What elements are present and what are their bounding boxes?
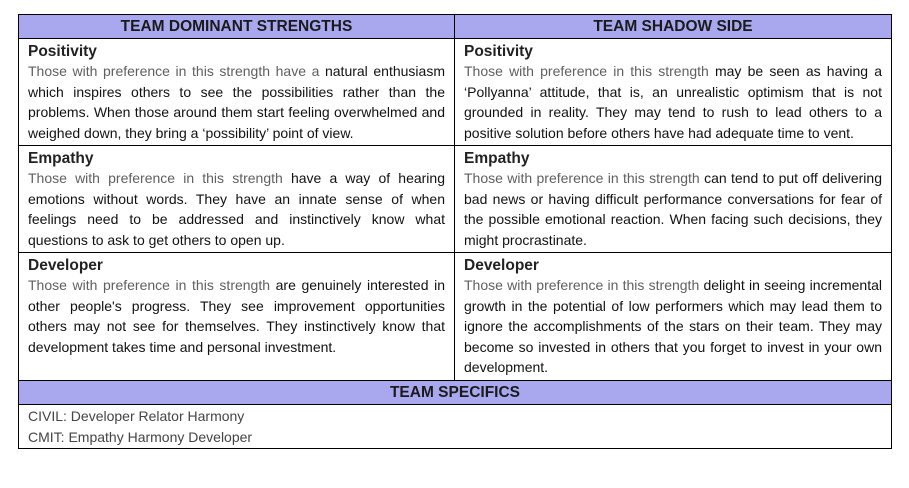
header-row (19, 15, 892, 39)
specifics-line-civil: CIVIL: Developer Relator Harmony (28, 407, 245, 424)
specifics-line-cmit: CMIT: Empathy Harmony Developer (28, 428, 253, 445)
shadow-cell-developer (455, 253, 892, 381)
strength-body: have a way of hearing emotions without words. They have an innate sense of when feelings need to be addressed and instinctively know what questions to ask to get others to open up. (28, 170, 445, 248)
shadow-body: may be seen as having a ‘Pollyanna’ attitude, that is, an unrealistic optimism that is not grounded in reality. They may tend to rush to lead others to a positive solution before others have had adequate time to vent. (464, 63, 882, 141)
strength-description (28, 61, 445, 143)
strengths-table (18, 14, 892, 449)
strength-cell-positivity (19, 39, 455, 146)
strength-title: Developer (28, 257, 103, 274)
shadow-description (464, 168, 882, 250)
shadow-cell-positivity (455, 39, 892, 146)
shadow-title: Positivity (464, 43, 533, 60)
specifics-header-row (19, 380, 892, 404)
shadow-title: Developer (464, 257, 539, 274)
shadow-body: delight in seeing incremental growth in the potential of low performers which may lead them to ignore the accomplishments of the stars on their team. They may become so invested in others that you forget to invest in your own development. (464, 277, 882, 375)
shadow-body: can tend to put off delivering bad news or having difficult performance conversations for fear of the possible emotional reaction. When facing such decisions, they might procrastinate. (464, 170, 882, 248)
strengths-table-container (18, 14, 891, 449)
strength-lead: Those with preference in this strength (28, 277, 271, 293)
shadow-description (464, 275, 882, 378)
strength-body: are genuinely interested in other people's progress. They see improvement opportunities others may not see for themselves. They instinctively know that development takes time and personal investment. (28, 277, 445, 355)
strength-lead: Those with preference in this strength (28, 170, 283, 186)
strength-title: Empathy (28, 150, 94, 167)
shadow-cell-empathy (455, 146, 892, 253)
strength-cell-empathy (19, 146, 455, 253)
shadow-title: Empathy (464, 150, 530, 167)
table-row (19, 39, 892, 146)
table-row (19, 146, 892, 253)
strength-lead: Those with preference in this strength have a (28, 63, 320, 79)
specifics-header: TEAM SPECIFICS (19, 380, 892, 404)
strengths-header: TEAM DOMINANT STRENGTHS (19, 15, 455, 39)
shadow-header: TEAM SHADOW SIDE (455, 15, 892, 39)
shadow-description (464, 61, 882, 143)
shadow-lead: Those with preference in this strength (464, 63, 709, 79)
specifics-row (19, 404, 892, 448)
shadow-lead: Those with preference in this strength (464, 170, 700, 186)
strength-cell-developer (19, 253, 455, 381)
strength-title: Positivity (28, 43, 97, 60)
shadow-lead: Those with preference in this strength (464, 277, 700, 293)
strength-description (28, 275, 445, 357)
strength-description (28, 168, 445, 250)
strength-body: natural enthusiasm which inspires others to see the possibilities rather than the problems. When those around them start feeling overwhelmed and weighed down, they bring a ‘possibility’ point of view. (28, 63, 445, 141)
specifics-cell (19, 404, 892, 448)
table-row (19, 253, 892, 381)
